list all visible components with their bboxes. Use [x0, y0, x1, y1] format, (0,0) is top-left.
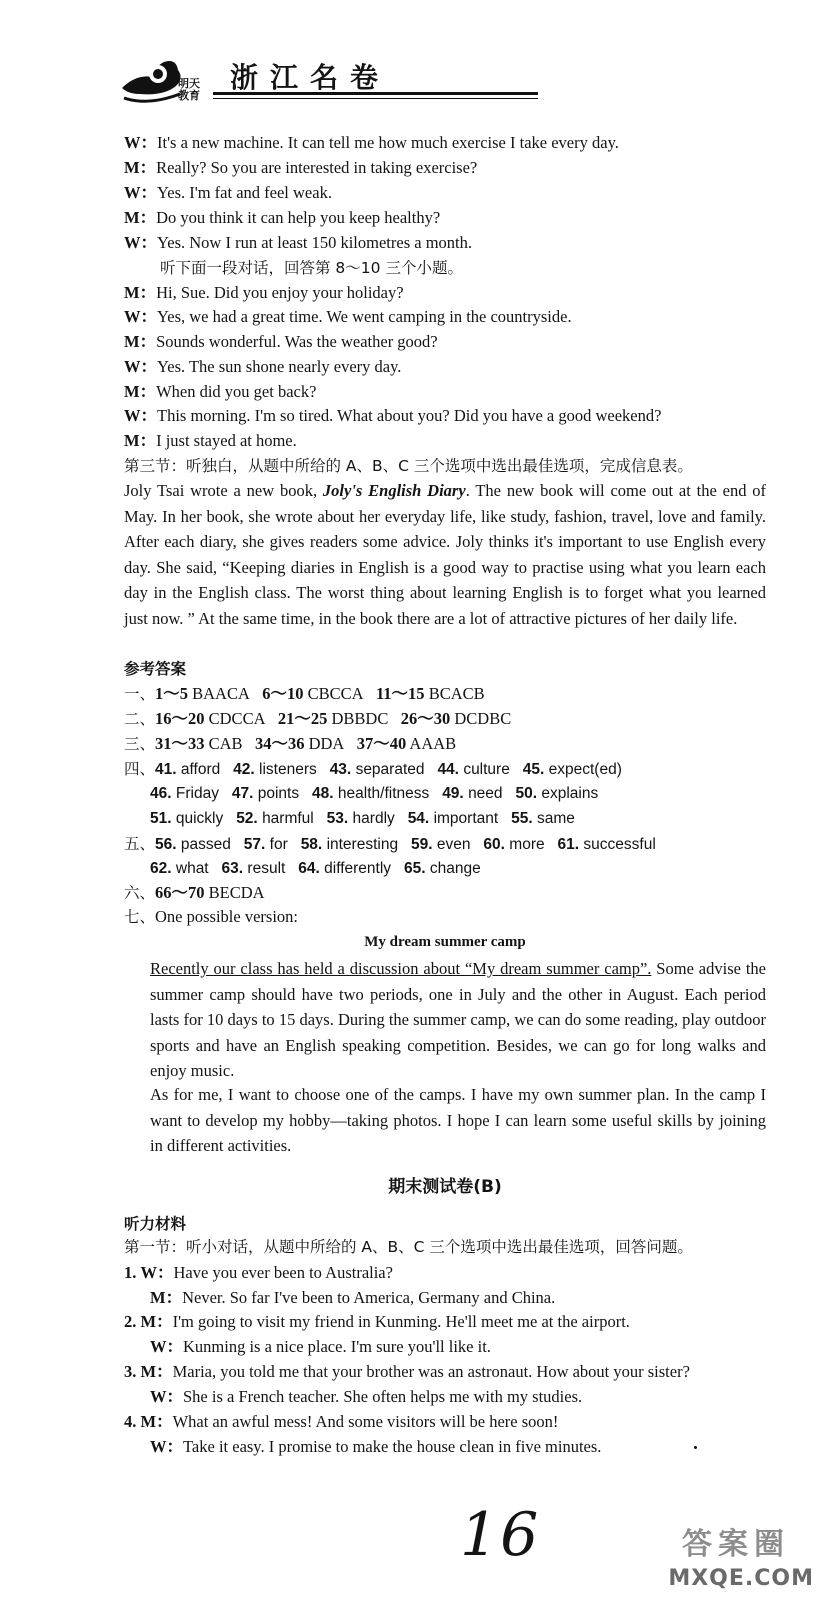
header-rule: [213, 92, 538, 95]
dialogue-line: W：Yes. The sun shone nearly every day.: [124, 357, 402, 376]
question-line: M：Never. So far I've been to America, Germany and China.: [150, 1288, 556, 1307]
answer-row: 51. quickly 52. harmful 53. hardly 54. important 55. same: [150, 810, 575, 827]
section-title: 第一节：听小对话，从题中所给的 A、B、C 三个选项中选出最佳选项，回答问题。: [124, 1238, 693, 1256]
page-number: 16: [460, 1500, 541, 1570]
answer-row: 62. what 63. result 64. differently 65. change: [150, 860, 481, 877]
dialogue-line: M：When did you get back?: [124, 382, 317, 401]
brand-title: 浙江名卷: [230, 61, 391, 94]
question-line: 1. W：Have you ever been to Australia?: [124, 1263, 393, 1282]
section-title: 第三节：听独白，从题中所给的 A、B、C 三个选项中选出最佳选项，完成信息表。: [124, 457, 693, 475]
question-line: W：Take it easy. I promise to make the house clean in five minutes.: [150, 1437, 602, 1456]
question-line: 3. M：Maria, you told me that your brother was an astronaut. How about your sister?: [124, 1362, 690, 1381]
answer-row: 一、1～5 BAACA 6～10 CBCCA 11～15 BCACB: [124, 684, 485, 703]
question-line: 4. M：What an awful mess! And some visitors will be here soon!: [124, 1412, 559, 1431]
dialogue-line: W：Yes. I'm fat and feel weak.: [124, 183, 332, 202]
answer-row: 二、16～20 CDCCA 21～25 DBBDC 26～30 DCDBC: [124, 709, 512, 728]
dialogue-line: M：Sounds wonderful. Was the weather good?: [124, 332, 438, 351]
question-line: W：She is a French teacher. She often helps me with my studies.: [150, 1387, 583, 1406]
question-line: W：Kunming is a nice place. I'm sure you'll like it.: [150, 1337, 491, 1356]
dialogue-line: W：Yes, we had a great time. We went camping in the countryside.: [124, 307, 572, 326]
dialogue-line: M：I just stayed at home.: [124, 431, 297, 450]
dialogue-line: M：Really? So you are interested in taking exercise?: [124, 158, 478, 177]
answer-row: 46. Friday 47. points 48. health/fitness 49. need 50. explains: [150, 785, 599, 802]
question-line: 2. M：I'm going to visit my friend in Kunming. He'll meet me at the airport.: [124, 1312, 630, 1331]
essay-paragraph: As for me, I want to choose one of the camps. I have my own summer plan. In the camp I want to develop my hobby—taking photos. I hope I can learn some useful skills by joining in different activities.: [150, 1085, 766, 1155]
page-header: [118, 48, 822, 108]
header-rule-thin: [213, 98, 538, 99]
essay-paragraph: Recently our class has held a discussion about “My dream summer camp”. Some advise the summer camp should have two periods, one in July and the other in August. Each period lasts for 10 days to 15 days. During the summer camp, we can do some reading, play outdoor sports and have an English speaking competition. Besides, we can go for long walks and enjoy music.: [150, 959, 766, 1080]
answer-row: 四、41. afford 42. listeners 43. separated 44. culture 45. expect(ed): [124, 760, 622, 778]
listening-title: 听力材料: [124, 1215, 187, 1233]
answer-row: 六、66～70 BECDA: [124, 883, 265, 902]
essay-title: My dream summer camp: [364, 934, 526, 950]
answer-row: 五、56. passed 57. for 58. interesting 59. even 60. more 61. successful: [124, 835, 656, 853]
dialogue-line: M：Do you think it can help you keep healthy?: [124, 208, 441, 227]
test-b-title: 期末测试卷(B): [388, 1177, 502, 1197]
dialogue-line: W：It's a new machine. It can tell me how much exercise I take every day.: [124, 133, 619, 152]
monologue-paragraph: Joly Tsai wrote a new book, Joly's English Diary. The new book will come out at the end of May. In her book, she wrote about her everyday life, like study, fashion, travel, love and family. After each diary, she gives readers some advice. Joly thinks it's important to use English every day. She said, “Keeping diaries in English is a good way to practise using what you learn each day in the English class. The worst thing about learning English is to forget what you learned just now. ” At the same time, in the book there are a lot of attractive pictures of her daily life.: [124, 481, 767, 628]
answer-row: 三、31～33 CAB 34～36 DDA 37～40 AAAB: [124, 734, 457, 753]
dialogue-line: W：This morning. I'm so tired. What about you? Did you have a good weekend?: [124, 406, 662, 425]
instruction-text: 听下面一段对话，回答第 8～10 三个小题。: [160, 259, 463, 277]
watermark: 答案圈 MXQE.COM: [668, 1527, 814, 1591]
answers-title: 参考答案: [124, 660, 187, 678]
stray-dot: [694, 1446, 697, 1449]
answer-row: 七、One possible version:: [124, 907, 298, 926]
logo-subtitle: 明天 教育: [178, 77, 200, 102]
dialogue-line: W：Yes. Now I run at least 150 kilometres a month.: [124, 233, 472, 252]
dialogue-line: M：Hi, Sue. Did you enjoy your holiday?: [124, 283, 404, 302]
